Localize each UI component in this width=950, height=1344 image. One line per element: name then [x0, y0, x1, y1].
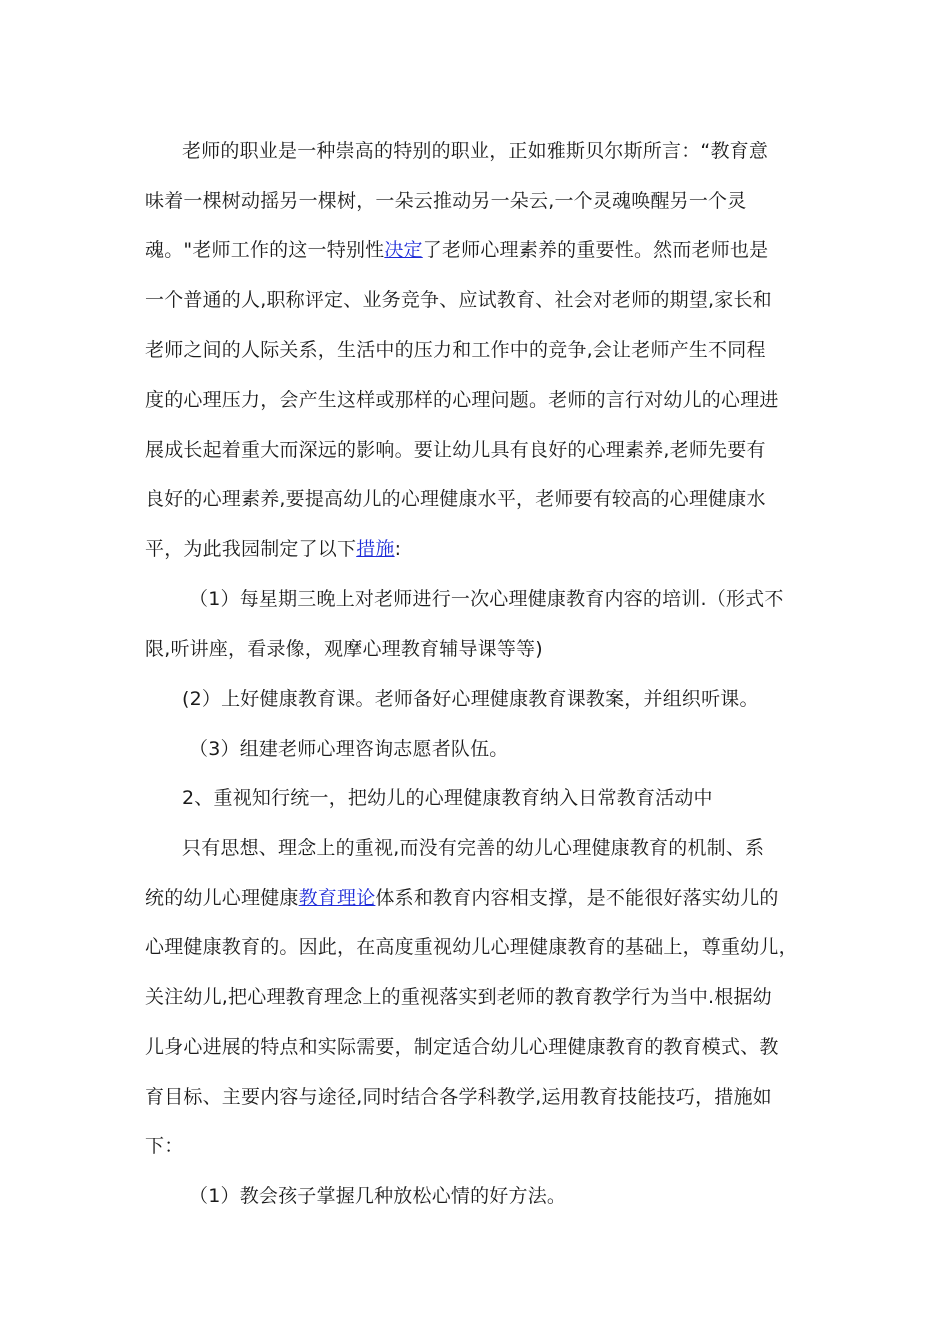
paragraph2-line2 — [145, 885, 795, 911]
paragraph1-line5: 老师之间的人际关系，生活中的压力和工作中的竞争,会让老师产生不同程 — [145, 339, 766, 361]
paragraph2-line3: 心理健康教育的。因此，在高度重视幼儿心理健康教育的基础上，尊重幼儿， — [145, 936, 798, 958]
paragraph1-line9-text-after: : — [394, 538, 402, 560]
paragraph1-line9 — [145, 536, 795, 562]
paragraph2-line1: 只有思想、理念上的重视,而没有完善的幼儿心理健康教育的机制、系 — [182, 837, 765, 859]
paragraph2-line2-text-after: 体系和教育内容相支撑，是不能很好落实幼儿的 — [375, 887, 779, 909]
link-measures[interactable]: 措施 — [356, 538, 395, 560]
heading2: 2、重视知行统一，把幼儿的心理健康教育纳入日常教育活动中 — [182, 787, 713, 809]
paragraph1-line2: 味着一棵树动摇另一棵树，一朵云推动另一朵云,一个灵魂唤醒另一个灵 — [145, 190, 747, 212]
paragraph2-line7: 下： — [145, 1135, 184, 1157]
paragraph1-line4: 一个普通的人,职称评定、业务竞争、应试教育、社会对老师的期望,家长和 — [145, 289, 772, 311]
paragraph1-line3 — [145, 237, 795, 263]
item1-line1: （1）每星期三晚上对老师进行一次心理健康教育内容的培训.（形式不 — [189, 588, 784, 610]
paragraph2-line6: 育目标、主要内容与途径,同时结合各学科教学,运用教育技能技巧，措施如 — [145, 1086, 772, 1108]
link-education-theory[interactable]: 教育理论 — [298, 887, 376, 909]
paragraph1-line1: 老师的职业是一种崇高的特别的职业，正如雅斯贝尔斯所言：“教育意 — [182, 140, 769, 162]
item2: (2）上好健康教育课。老师备好心理健康教育课教案，并组织听课。 — [182, 688, 759, 710]
paragraph1-line9-text-before: 平，为此我园制定了以下 — [145, 538, 357, 560]
item1-line2: 限,听讲座，看录像，观摩心理教育辅导课等等) — [145, 638, 543, 660]
paragraph1-line6: 度的心理压力，会产生这样或那样的心理问题。老师的言行对幼儿的心理进 — [145, 389, 779, 411]
link-decide[interactable]: 决定 — [384, 239, 423, 261]
paragraph2-line4: 关注幼儿,把心理教育理念上的重视落实到老师的教育教学行为当中.根据幼 — [145, 986, 772, 1008]
paragraph2-line2-text-before: 统的幼儿心理健康 — [145, 887, 299, 909]
paragraph1-line8: 良好的心理素养,要提高幼儿的心理健康水平，老师要有较高的心理健康水 — [145, 488, 766, 510]
paragraph1-line7: 展成长起着重大而深远的影响。要让幼儿具有良好的心理素养,老师先要有 — [145, 439, 766, 461]
paragraph1-line3-text-before: 魂。"老师工作的这一特别性 — [145, 239, 385, 261]
item4: （1）教会孩子掌握几种放松心情的好方法。 — [189, 1185, 567, 1207]
item3: （3）组建老师心理咨询志愿者队伍。 — [189, 738, 509, 760]
paragraph1-line3-text-after: 了老师心理素养的重要性。然而老师也是 — [422, 239, 769, 261]
paragraph2-line5: 儿身心进展的特点和实际需要，制定适合幼儿心理健康教育的教育模式、教 — [145, 1036, 779, 1058]
